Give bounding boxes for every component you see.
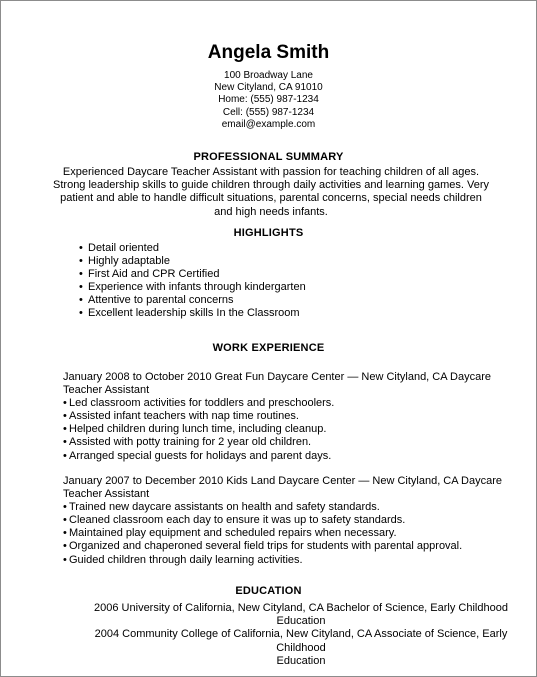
list-item: • Led classroom activities for toddlers and preschoolers. bbox=[63, 397, 525, 410]
list-item: • Trained new daycare assistants on health and safety standards. bbox=[63, 501, 525, 514]
list-item: • Arranged special guests for holidays and parent days. bbox=[63, 450, 525, 463]
job-duties bbox=[63, 397, 525, 462]
list-item: • Highly adaptable bbox=[79, 255, 306, 268]
list-item: • Organized and chaperoned several field trips for students with parental approval. bbox=[63, 540, 525, 553]
address-line-1: 100 Broadway Lane bbox=[224, 70, 313, 81]
list-item: • Experience with infants through kindergarten bbox=[79, 281, 306, 294]
list-item: • Maintained play equipment and scheduled repairs when necessary. bbox=[63, 527, 525, 540]
experience-title: WORK EXPERIENCE bbox=[212, 342, 325, 354]
list-item: • Attentive to parental concerns bbox=[79, 294, 306, 307]
education-entry-1: 2006 University of California, New Cityland, CA Bachelor of Science, Early Childhood Education bbox=[94, 602, 508, 628]
education-entry-2-continued: Education bbox=[276, 654, 326, 667]
job-entry-1 bbox=[63, 371, 525, 463]
highlights-list bbox=[79, 242, 306, 321]
home-phone: Home: (555) 987-1234 bbox=[218, 94, 319, 106]
job-heading: January 2007 to December 2010 Kids Land Daycare Center — New Cityland, CA Daycare Teacher Assistant bbox=[63, 475, 503, 501]
job-duties bbox=[63, 501, 525, 566]
highlights-title: HIGHLIGHTS bbox=[233, 227, 304, 239]
list-item: • Cleaned classroom each day to ensure it was up to safety standards. bbox=[63, 514, 525, 527]
list-item: • Excellent leadership skills In the Classroom bbox=[79, 307, 306, 320]
job-entry-2 bbox=[63, 475, 525, 567]
summary-title: PROFESSIONAL SUMMARY bbox=[193, 151, 344, 163]
list-item: • Assisted with potty training for 2 year old children. bbox=[63, 436, 525, 449]
list-item: • Helped children during lunch time, including cleanup. bbox=[63, 423, 525, 436]
list-item: • First Aid and CPR Certified bbox=[79, 268, 306, 281]
contact-block bbox=[1, 70, 536, 131]
list-item: • Detail oriented bbox=[79, 242, 306, 255]
list-item: • Assisted infant teachers with nap time routines. bbox=[63, 410, 525, 423]
job-heading: January 2008 to October 2010 Great Fun Daycare Center — New Cityland, CA Daycare Teacher Assistant bbox=[63, 371, 491, 397]
summary-text: Experienced Daycare Teacher Assistant with passion for teaching children of all ages. Strong leadership skills to guide children through daily activities and learning games. Very patient and able to handle difficult situations, parental concerns, special needs children and high needs infants. bbox=[53, 166, 489, 218]
candidate-name: Angela Smith bbox=[207, 42, 330, 63]
address-line-2: New Cityland, CA 91010 bbox=[214, 82, 323, 94]
education-title: EDUCATION bbox=[235, 585, 302, 597]
education-entry-2: 2004 Community College of California, New Cityland, CA Associate of Science, Early Childhood bbox=[94, 628, 508, 654]
education-block bbox=[81, 602, 521, 668]
list-item: • Guided children through daily learning activities. bbox=[63, 554, 525, 567]
email: email@example.com bbox=[221, 118, 316, 130]
cell-phone: Cell: (555) 987-1234 bbox=[222, 106, 315, 118]
